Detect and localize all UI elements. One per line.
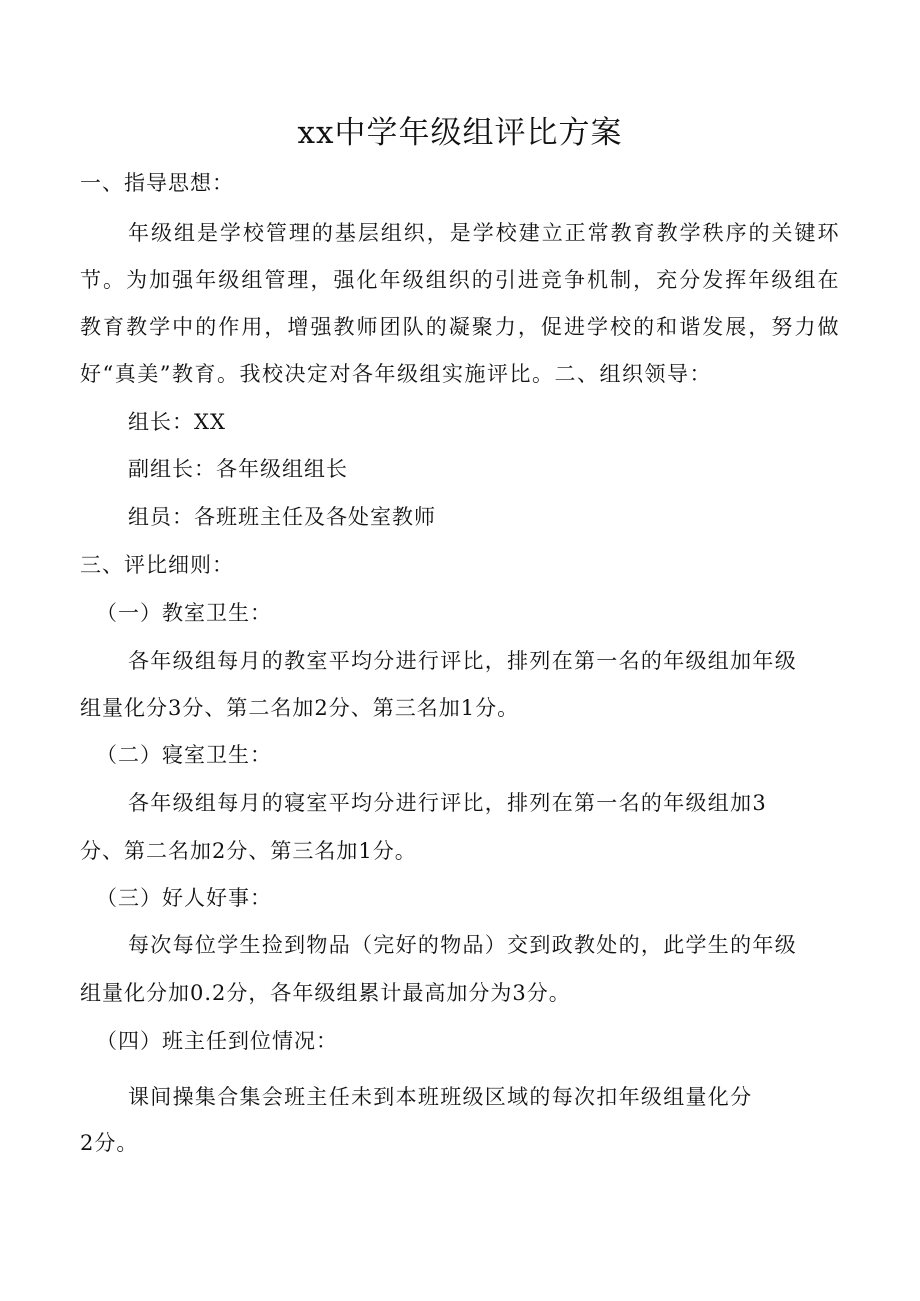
rule-heading-head-teacher-attendance: （四）班主任到位情况： [96,1029,338,1053]
rule-text-head-teacher-line1: 课间操集合集会班主任未到本班班级区域的每次扣年级组量化分 [128,1085,753,1109]
rule-text-good-deeds-line1: 每次每位学生捡到物品（完好的物品）交到政教处的，此学生的年级 [128,933,797,957]
section-heading-guiding-thought: 一、指导思想： [80,171,234,195]
rule-text-dormitory-line1: 各年级组每月的寝室平均分进行评比，排列在第一名的年级组加3 [128,791,768,815]
members-line: 组员：各班班主任及各处室教师 [128,505,436,529]
section-heading-rules: 三、评比细则： [80,553,234,577]
rule-heading-dormitory: （二）寝室卫生： [96,743,272,767]
guiding-thought-paragraph: 年级组是学校管理的基层组织，是学校建立正常教育教学秩序的关键环节。为加强年级组管理，强化年级组织的引进竞争机制，充分发挥年级组在教育教学中的作用，增强教师团队的凝聚力，促进学校的和谐发展，努力做好“真美”教育。我校决定对各年级组实施评比。二、组织领导： [80,221,840,386]
rule-heading-good-deeds: （三）好人好事： [96,886,272,910]
rule-text-head-teacher-line2: 2分。 [80,1131,139,1155]
rule-text-good-deeds-line2: 组量化分加0.2分，各年级组累计最高加分为3分。 [80,981,571,1005]
rule-heading-classroom: （一）教室卫生： [96,601,272,625]
rule-text-dormitory-line2: 分、第二名加2分、第三名加1分。 [80,839,417,863]
leader-line: 组长：XX [128,410,226,434]
rule-text-classroom-line2: 组量化分3分、第二名加2分、第三名加1分。 [80,696,520,720]
rule-text-classroom-line1: 各年级组每月的教室平均分进行评比，排列在第一名的年级组加年级 [128,649,797,673]
deputy-leader-line: 副组长：各年级组组长 [128,457,348,481]
document-title: xx中学年级组评比方案 [297,115,623,151]
